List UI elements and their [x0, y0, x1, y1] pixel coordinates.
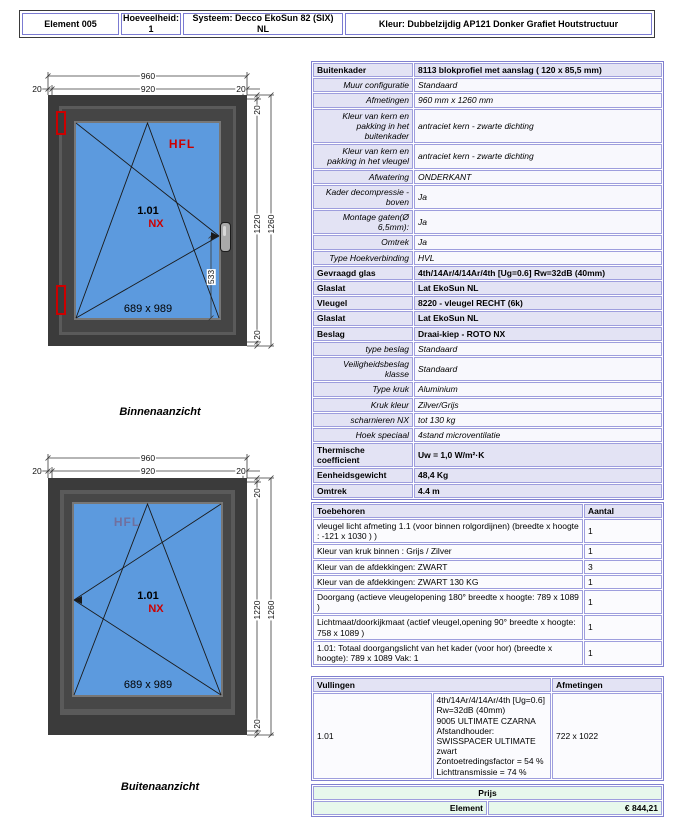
accessory-qty: 1 — [584, 590, 662, 614]
accessories-header-row — [313, 504, 662, 518]
spec-row — [313, 185, 662, 209]
dim-inner-height: 1220 — [251, 214, 262, 234]
spec-row — [313, 311, 662, 325]
spec-row — [313, 428, 662, 442]
accessory-text: Lichtmaat/doorkijkmaat (actief vleugel,opening 90° breedte x hoogte: 758 x 1089 ) — [313, 615, 583, 639]
filling-row — [313, 693, 662, 779]
caption-buitenaanzicht: Buitenaanzicht — [120, 781, 200, 793]
filling-desc-line: 9005 ULTIMATE CZARNA Afstandhouder: — [436, 715, 536, 736]
spec-row — [313, 235, 662, 249]
filling-id: 1.01 — [313, 693, 432, 779]
accessory-row — [313, 544, 662, 558]
filling-desc-line: Zontoetredingsfactor = 54 % Lichttransmissie = 74 % — [436, 756, 544, 777]
drawing-buitenaanzicht — [20, 440, 300, 788]
spec-value: Ja — [414, 210, 662, 234]
spec-label: Type Hoekverbinding — [313, 251, 413, 265]
price-header-row — [313, 786, 662, 800]
dim-handle-height: 533 — [205, 269, 216, 285]
spec-label: Type kruk — [313, 382, 413, 396]
dim-left-offset: 20 — [32, 465, 42, 476]
accessories-title: Toebehoren — [313, 504, 583, 518]
spec-value: 8220 - vleugel RECHT (6k) — [414, 296, 662, 310]
specification-panel — [311, 61, 664, 817]
spec-value: Standaard — [414, 342, 662, 356]
dim-inner-width: 920 — [140, 83, 156, 94]
dim-top-offset: 20 — [251, 105, 262, 115]
profile-code-label: HFL — [168, 137, 196, 151]
spec-row — [313, 468, 662, 482]
filling-size: 722 x 1022 — [552, 693, 662, 779]
spec-label: Muur configuratie — [313, 78, 413, 92]
spec-row — [313, 484, 662, 498]
quantity-cell — [121, 13, 181, 35]
field-number-label: 1.01 — [137, 205, 159, 217]
spec-label: Hoek speciaal — [313, 428, 413, 442]
spec-value: antraciet kern - zwarte dichting — [414, 144, 662, 168]
spec-row — [313, 78, 662, 92]
spec-value: Uw = 1,0 W/m²·K — [414, 443, 662, 467]
element-id-cell: Element 005 — [22, 13, 119, 35]
caption-binnenaanzicht: Binnenaanzicht — [119, 406, 201, 418]
spec-label: Afwatering — [313, 170, 413, 184]
accessory-text: Doorgang (actieve vleugelopening 180° breedte x hoogte: 789 x 1089 ) — [313, 590, 583, 614]
dim-inner-width: 920 — [140, 465, 156, 476]
dim-total-height: 1260 — [265, 600, 276, 620]
accessory-row — [313, 575, 662, 589]
spec-value: 8113 blokprofiel met aanslag ( 120 x 85,5 mm) — [414, 63, 662, 77]
fillings-size-header: Afmetingen — [552, 678, 662, 692]
spec-row — [313, 281, 662, 295]
accessory-text: Kleur van kruk binnen : Grijs / Zilver — [313, 544, 583, 558]
spec-label: Montage gaten(Ø 6,5mm): — [313, 210, 413, 234]
fillings-header-row — [313, 678, 662, 692]
spec-value: Ja — [414, 235, 662, 249]
dim-top-offset: 20 — [251, 488, 262, 498]
spec-label: Glaslat — [313, 311, 413, 325]
spec-table — [311, 61, 664, 500]
dim-total-width: 960 — [140, 70, 156, 81]
quantity-label: Hoeveelheid: — [122, 13, 180, 24]
spec-row — [313, 266, 662, 280]
spec-value: ONDERKANT — [414, 170, 662, 184]
profile-code-label: HFL — [113, 515, 141, 529]
price-title: Prijs — [313, 786, 662, 800]
spec-value: Lat EkoSun NL — [414, 281, 662, 295]
dim-total-width: 960 — [140, 452, 156, 463]
dim-right-offset: 20 — [236, 465, 246, 476]
spec-value: Draai-kiep - ROTO NX — [414, 327, 662, 341]
spec-row — [313, 93, 662, 107]
accessory-row — [313, 615, 662, 639]
accessory-row — [313, 590, 662, 614]
spec-label: Kader decompressie - boven — [313, 185, 413, 209]
spec-row — [313, 63, 662, 77]
spec-value: Aluminium — [414, 382, 662, 396]
spec-row — [313, 398, 662, 412]
spec-row — [313, 296, 662, 310]
dim-right-offset: 20 — [236, 83, 246, 94]
glass-size-label: 689 x 989 — [123, 303, 173, 315]
spec-label: Beslag — [313, 327, 413, 341]
hardware-label: NX — [148, 218, 164, 230]
system-cell: Systeem: Decco EkoSun 82 (SIX) NL — [183, 13, 343, 35]
spec-label: Gevraagd glas — [313, 266, 413, 280]
spec-row — [313, 144, 662, 168]
price-label: Element — [313, 801, 487, 815]
dim-left-offset: 20 — [32, 83, 42, 94]
drawing-binnenaanzicht — [20, 58, 300, 393]
spec-label: Thermische coefficient — [313, 443, 413, 467]
spec-value: 4stand microventilatie — [414, 428, 662, 442]
filling-desc-line: SWISSPACER ULTIMATE zwart — [436, 736, 536, 757]
accessory-text: Kleur van de afdekkingen: ZWART — [313, 560, 583, 574]
spec-row — [313, 109, 662, 144]
spec-label: Eenheidsgewicht — [313, 468, 413, 482]
price-table — [311, 784, 664, 817]
spec-label: Afmetingen — [313, 93, 413, 107]
header-bar — [19, 10, 655, 38]
fillings-table — [311, 676, 664, 781]
accessory-qty: 3 — [584, 560, 662, 574]
spec-value: Ja — [414, 185, 662, 209]
spec-row-thermal — [313, 443, 662, 467]
accessory-row — [313, 519, 662, 543]
color-cell: Kleur: Dubbelzijdig AP121 Donker Grafiet Houtstructuur — [345, 13, 652, 35]
accessory-qty: 1 — [584, 519, 662, 543]
filling-desc-line: 4th/14Ar/4/14Ar/4th [Ug=0.6] Rw=32dB (40mm) — [436, 695, 545, 716]
spec-label: Veiligheidsbeslag klasse — [313, 357, 413, 381]
accessory-row — [313, 641, 662, 665]
spec-label: type beslag — [313, 342, 413, 356]
filling-description — [433, 693, 552, 779]
glass-size-label: 689 x 989 — [123, 679, 173, 691]
spec-row — [313, 210, 662, 234]
accessories-table — [311, 502, 664, 667]
spec-value: 4.4 m — [414, 484, 662, 498]
accessory-qty: 1 — [584, 575, 662, 589]
price-value: € 844,21 — [488, 801, 662, 815]
spec-value: 48,4 Kg — [414, 468, 662, 482]
spec-value: HVL — [414, 251, 662, 265]
field-number-label: 1.01 — [137, 590, 159, 602]
spec-row — [313, 327, 662, 341]
accessories-qty-header: Aantal — [584, 504, 662, 518]
spec-value: 4th/14Ar/4/14Ar/4th [Ug=0.6] Rw=32dB (40mm) — [414, 266, 662, 280]
spec-row — [313, 413, 662, 427]
accessory-qty: 1 — [584, 544, 662, 558]
accessory-text: vleugel licht afmeting 1.1 (voor binnen rolgordijnen) (breedte x hoogte : -121 x 1030 ) ) — [313, 519, 583, 543]
accessory-row — [313, 560, 662, 574]
hardware-label: NX — [148, 603, 164, 615]
spec-value: Zilver/Grijs — [414, 398, 662, 412]
fillings-title: Vullingen — [313, 678, 551, 692]
dim-bottom-offset: 20 — [251, 719, 262, 729]
spec-label: Kruk kleur — [313, 398, 413, 412]
spec-value: Standaard — [414, 357, 662, 381]
price-row — [313, 801, 662, 815]
spec-label: scharnieren NX — [313, 413, 413, 427]
spec-label: Kleur van kern en pakking in het buitenkader — [313, 109, 413, 144]
spec-value: tot 130 kg — [414, 413, 662, 427]
spec-value: 960 mm x 1260 mm — [414, 93, 662, 107]
spec-label: Glaslat — [313, 281, 413, 295]
spec-row — [313, 170, 662, 184]
dim-inner-height: 1220 — [251, 600, 262, 620]
spec-label: Vleugel — [313, 296, 413, 310]
spec-label: Omtrek — [313, 484, 413, 498]
accessory-text: 1.01: Totaal doorgangslicht van het kader (voor hor) (breedte x hoogte): 789 x 1089 Vak: 1 — [313, 641, 583, 665]
quantity-value: 1 — [148, 24, 154, 34]
accessory-qty: 1 — [584, 641, 662, 665]
dim-total-height: 1260 — [265, 214, 276, 234]
spec-row — [313, 357, 662, 381]
dim-bottom-offset: 20 — [251, 330, 262, 340]
accessory-qty: 1 — [584, 615, 662, 639]
spec-label: Buitenkader — [313, 63, 413, 77]
spec-label: Kleur van kern en pakking in het vleugel — [313, 144, 413, 168]
spec-value: Standaard — [414, 78, 662, 92]
spec-row — [313, 342, 662, 356]
spec-row — [313, 251, 662, 265]
spec-value: Lat EkoSun NL — [414, 311, 662, 325]
accessory-text: Kleur van de afdekkingen: ZWART 130 KG — [313, 575, 583, 589]
spec-value: antraciet kern - zwarte dichting — [414, 109, 662, 144]
spec-row — [313, 382, 662, 396]
spec-label: Omtrek — [313, 235, 413, 249]
